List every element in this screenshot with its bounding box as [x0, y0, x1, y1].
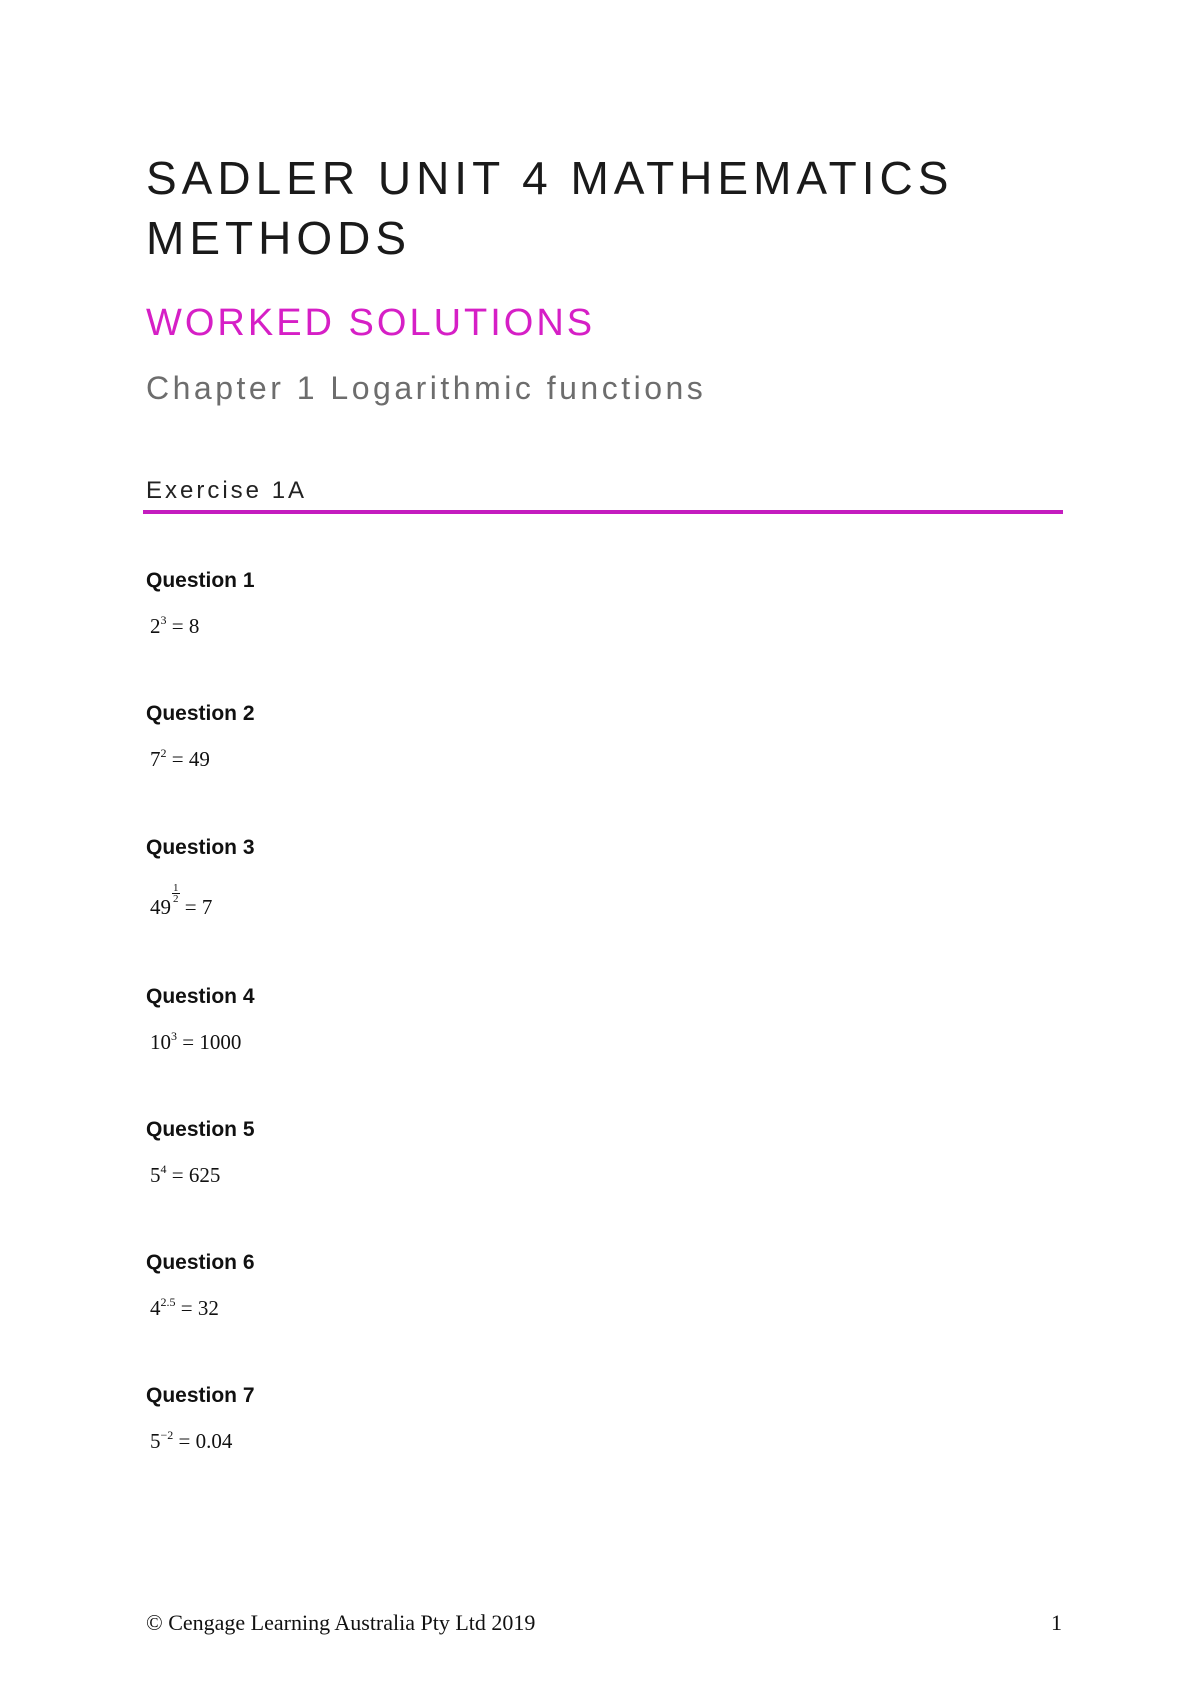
- question-block: [146, 984, 255, 1055]
- answer-result: = 7: [179, 895, 213, 919]
- question-block: [146, 1117, 255, 1188]
- answer-exponent: 2: [160, 746, 167, 760]
- question-label: Question 4: [146, 985, 255, 1008]
- question-label: Question 1: [146, 569, 255, 592]
- fraction-denominator: 2: [173, 893, 179, 905]
- exercise-divider: [143, 510, 1063, 514]
- question-answer: [150, 614, 259, 639]
- answer-result: = 32: [175, 1296, 219, 1320]
- question-block: [146, 1250, 255, 1321]
- question-answer: [150, 1429, 259, 1454]
- answer-result: = 625: [166, 1163, 221, 1187]
- exercise-heading: Exercise 1A: [146, 477, 308, 504]
- answer-result: = 0.04: [173, 1429, 233, 1453]
- page-number: 1: [1051, 1610, 1062, 1635]
- question-block: [146, 1383, 255, 1454]
- answer-exponent: 3: [171, 1029, 177, 1043]
- answer-result: = 49: [166, 747, 210, 771]
- document-title: SADLER UNIT 4 MATHEMATICS METHODS: [146, 152, 954, 264]
- footer-copyright: © Cengage Learning Australia Pty Ltd 2019: [146, 1610, 536, 1635]
- question-block: [146, 835, 255, 920]
- question-block: [146, 701, 255, 772]
- question-answer: [150, 882, 259, 920]
- question-label: Question 6: [146, 1251, 255, 1274]
- answer-result: = 1000: [177, 1030, 242, 1054]
- answer-base: 5: [150, 1429, 161, 1453]
- answer-base: 2: [150, 614, 161, 638]
- question-answer: [150, 1030, 259, 1055]
- question-answer: [150, 1296, 259, 1321]
- answer-exponent: 3: [160, 613, 167, 627]
- chapter-heading: Chapter 1 Logarithmic functions: [146, 370, 707, 406]
- question-label: Question 7: [146, 1384, 255, 1407]
- answer-exponent: 2.5: [160, 1295, 176, 1309]
- question-label: Question 3: [146, 836, 255, 859]
- fraction-numerator: 1: [173, 882, 179, 894]
- question-label: Question 5: [146, 1118, 255, 1141]
- answer-base: 10: [150, 1030, 171, 1054]
- question-label: Question 2: [146, 702, 255, 725]
- answer-result: = 8: [166, 614, 200, 638]
- document-subtitle: WORKED SOLUTIONS: [146, 302, 596, 344]
- answer-base: 7: [150, 747, 161, 771]
- answer-exponent: −2: [160, 1428, 174, 1442]
- answer-base: 4: [150, 1296, 161, 1320]
- question-answer: [150, 747, 259, 772]
- answer-exponent: 4: [160, 1162, 167, 1176]
- answer-base: 49: [150, 895, 171, 919]
- question-answer: [150, 1163, 259, 1188]
- question-block: [146, 568, 255, 639]
- answer-base: 5: [150, 1163, 161, 1187]
- fraction-exponent: [172, 883, 180, 904]
